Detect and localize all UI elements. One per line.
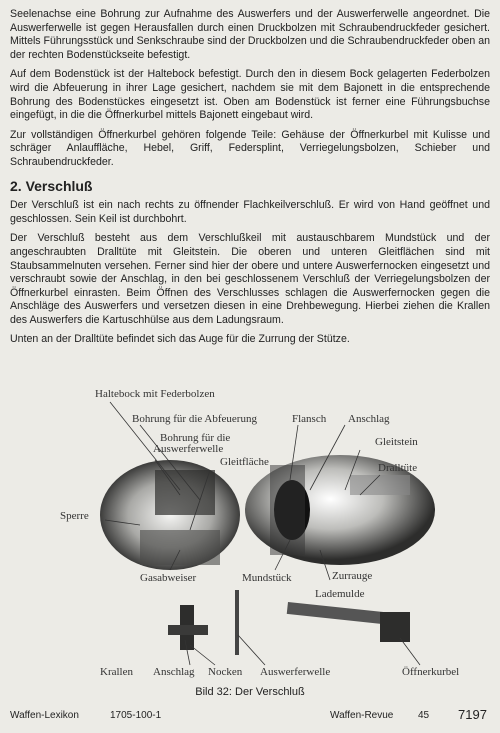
label-lademulde: Lademulde — [315, 588, 365, 600]
footer-journal: Waffen-Revue — [330, 710, 394, 721]
footer-code: 1705-100-1 — [110, 710, 162, 721]
label-bohrung-auswerferwelle-1: Bohrung für die — [160, 432, 231, 444]
footer-left: Waffen-Lexikon — [10, 710, 79, 721]
label-gasabweiser: Gasabweiser — [140, 572, 197, 584]
breech-parts-photo — [60, 380, 480, 690]
label-bohrung-abfeuerung: Bohrung für die Abfeuerung — [132, 413, 257, 425]
label-auswerferwelle: Auswerferwelle — [260, 666, 331, 678]
label-sperre: Sperre — [60, 510, 89, 522]
label-anschlag-bottom: Anschlag — [153, 666, 195, 678]
footer-issue: 45 — [418, 710, 430, 721]
paragraph: Unten an der Dralltüte befindet sich das Auge für die Zurrung der Stütze. — [10, 333, 350, 346]
label-bohrung-auswerferwelle-2: Auswerferwelle — [153, 443, 224, 455]
breech-photo-figure — [60, 380, 480, 690]
label-mundstueck: Mundstück — [242, 572, 292, 584]
paragraph: Der Verschluß ist ein nach rechts zu öffnender Flachkeilverschluß. Er wird von Hand geöffnet und geschlossen. Sein Keil ist durchbohrt. — [10, 199, 490, 225]
paragraph: Zur vollständigen Öffnerkurbel gehören folgende Teile: Gehäuse der Öffnerkurbel mit Kulisse und schräger Anlauffläche, Hebel, Griff, Federsplint, Verriegelungsbolzen, Schieber und Schraubendruckfeder. — [10, 128, 490, 168]
label-gleitflaeche: Gleitfläche — [220, 456, 269, 468]
label-zurrauge: Zurrauge — [332, 570, 373, 582]
label-anschlag-top: Anschlag — [348, 413, 390, 425]
paragraph: Auf dem Bodenstück ist der Haltebock befestigt. Durch den in diesem Bock gelagerten Federbolzen wird die Abfeuerung in ihrer Lage gesichert, nachdem sie mit dem Bajonett in die entsprechende Bohrung des Bodenstückes eingesetzt ist. Oben am Bodenstück ist ferner eine Führungsbuchse eingefügt, in die die Öffnerkurbel mittels Bajonett eingebaut wird. — [10, 68, 490, 122]
label-haltebock: Haltebock mit Federbolzen — [95, 388, 215, 400]
paragraph: Der Verschluß besteht aus dem Verschlußkeil mit austauschbarem Mundstück und der angeschraubten Dralltüte mit Gleitstein. Die oberen und unteren Gleitflächen sind mit Staubsammelnuten versehen. Ferner sind hier der obere und untere Auswerfernocken eingesetzt und verschraubt sowie der Anschlag, in den bei geschlossenem Verschluß der Verriegelungsbolzen der Öffnerkurbel einrasten. Beim Öffnen des Verschlusses schlagen die Auswerfernocken gegen die Anschläge des Auswerfers und versetzen diesen in eine Drehbewegung. Hierbei ziehen die Krallen des Auswerfers die Kartuschhülse aus dem Ladungsraum. — [10, 232, 490, 326]
label-krallen: Krallen — [100, 666, 133, 678]
label-gleitstein: Gleitstein — [375, 436, 418, 448]
label-nocken: Nocken — [208, 666, 243, 678]
figure-caption: Bild 32: Der Verschluß — [195, 686, 305, 698]
text-block-top — [10, 8, 490, 353]
paragraph: Seelenachse eine Bohrung zur Aufnahme des Auswerfers und der Auswerferwelle angeordnet. Die Auswerferwelle ist gegen Herausfallen durch einen Druckbolzen mit Schraubendruckfeder gesichert. Mittels Führungsstück und Senkschraube sind der Druckbolzen und die Schraubendruckfeder oben an der rechten Bodenstückseite befestigt. — [10, 8, 490, 61]
footer-page-number: 7197 — [458, 707, 487, 722]
label-oeffnerkurbel: Öffnerkurbel — [402, 666, 460, 678]
label-dralltuete: Dralltüte — [378, 462, 418, 474]
label-flansch: Flansch — [292, 413, 327, 425]
section-heading: 2. Verschluß — [10, 177, 93, 194]
